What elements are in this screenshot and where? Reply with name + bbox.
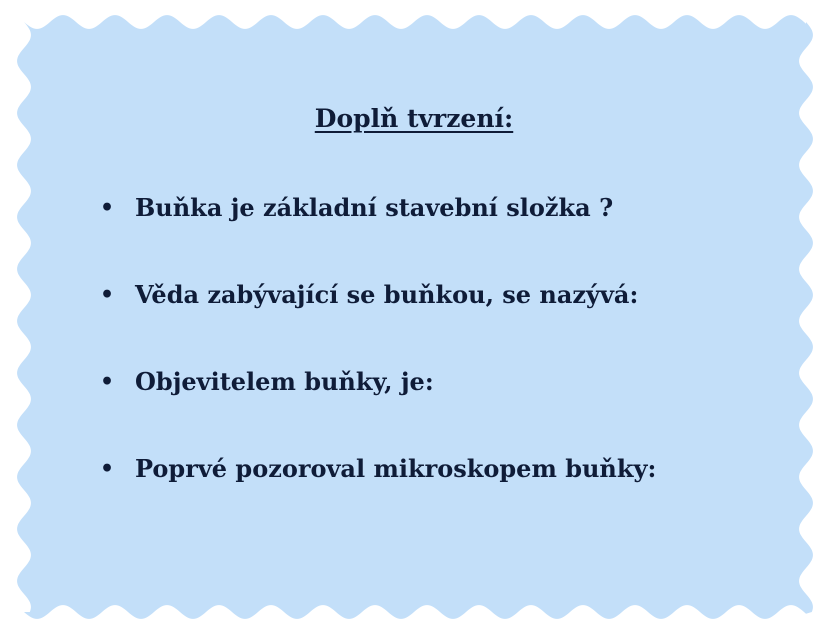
list-item-text: Poprvé pozoroval mikroskopem buňky: xyxy=(135,454,657,483)
list-item-text: Buňka je základní stavební složka ? xyxy=(135,193,614,222)
bullet-icon: • xyxy=(100,281,115,308)
list-item xyxy=(100,454,656,483)
list-item xyxy=(100,280,638,309)
list-item-text: Objevitelem buňky, je: xyxy=(135,367,434,396)
list-item-text: Věda zabývající se buňkou, se nazývá: xyxy=(135,280,639,309)
list-item xyxy=(100,193,613,222)
bullet-icon: • xyxy=(100,194,115,221)
bullet-icon: • xyxy=(100,455,115,482)
list-item xyxy=(100,367,434,396)
slide-heading: Doplň tvrzení: xyxy=(314,104,514,133)
bullet-icon: • xyxy=(100,368,115,395)
